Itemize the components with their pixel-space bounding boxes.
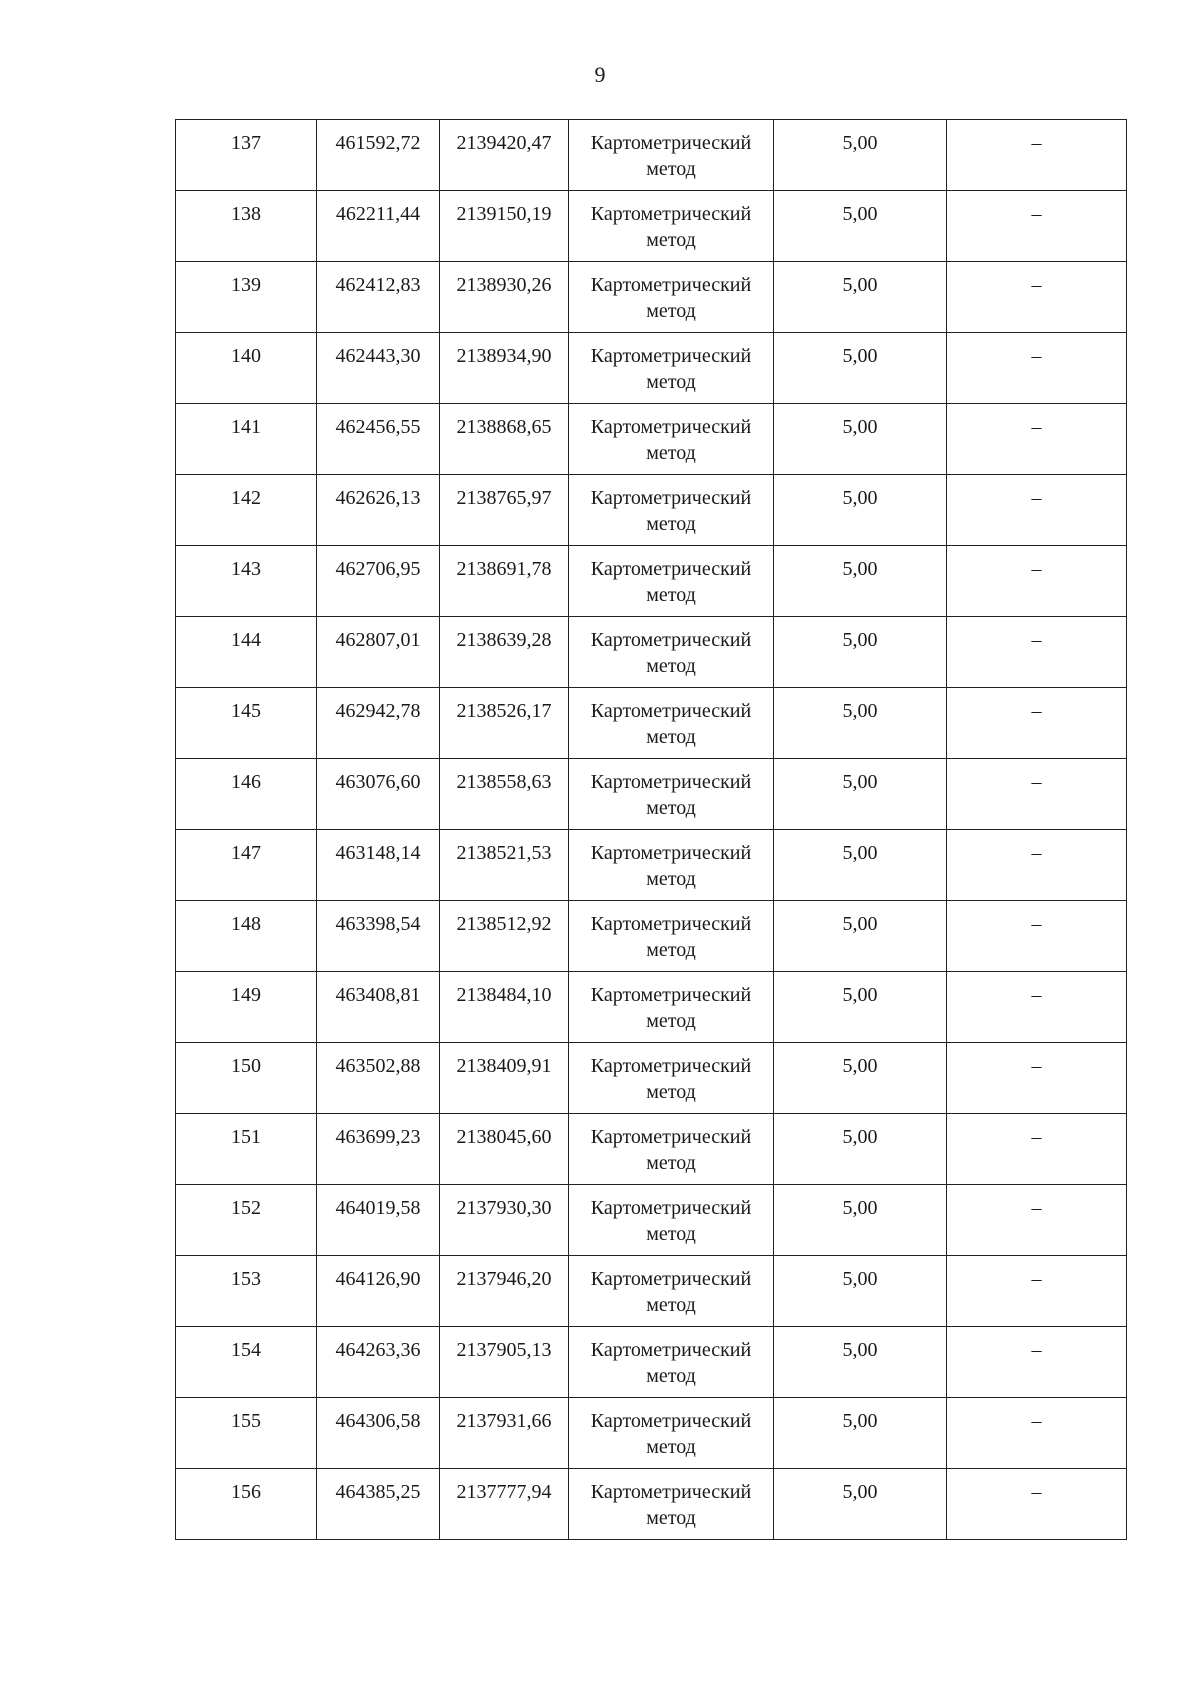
table-row xyxy=(176,333,1127,404)
note-cell: – xyxy=(947,1256,1127,1327)
method-cell: Картометрический метод xyxy=(569,901,774,972)
x-coordinate-cell: 462706,95 xyxy=(317,546,440,617)
coordinates-table-body xyxy=(176,120,1127,1540)
table-row xyxy=(176,1114,1127,1185)
y-coordinate-cell: 2139150,19 xyxy=(440,191,569,262)
point-number-cell: 142 xyxy=(176,475,317,546)
point-number-cell: 156 xyxy=(176,1469,317,1540)
method-cell: Картометрический метод xyxy=(569,1114,774,1185)
x-coordinate-cell: 463148,14 xyxy=(317,830,440,901)
table-row xyxy=(176,1327,1127,1398)
table-row xyxy=(176,1398,1127,1469)
point-number-cell: 153 xyxy=(176,1256,317,1327)
table-row xyxy=(176,1469,1127,1540)
y-coordinate-cell: 2138409,91 xyxy=(440,1043,569,1114)
x-coordinate-cell: 461592,72 xyxy=(317,120,440,191)
precision-cell: 5,00 xyxy=(774,262,947,333)
x-coordinate-cell: 462807,01 xyxy=(317,617,440,688)
precision-cell: 5,00 xyxy=(774,333,947,404)
note-cell: – xyxy=(947,972,1127,1043)
point-number-cell: 139 xyxy=(176,262,317,333)
precision-cell: 5,00 xyxy=(774,759,947,830)
note-cell: – xyxy=(947,1185,1127,1256)
x-coordinate-cell: 462443,30 xyxy=(317,333,440,404)
table-row xyxy=(176,688,1127,759)
x-coordinate-cell: 464263,36 xyxy=(317,1327,440,1398)
precision-cell: 5,00 xyxy=(774,1256,947,1327)
x-coordinate-cell: 462942,78 xyxy=(317,688,440,759)
precision-cell: 5,00 xyxy=(774,617,947,688)
x-coordinate-cell: 463502,88 xyxy=(317,1043,440,1114)
table-row xyxy=(176,404,1127,475)
y-coordinate-cell: 2138930,26 xyxy=(440,262,569,333)
table-row xyxy=(176,546,1127,617)
note-cell: – xyxy=(947,1043,1127,1114)
x-coordinate-cell: 462412,83 xyxy=(317,262,440,333)
precision-cell: 5,00 xyxy=(774,830,947,901)
point-number-cell: 141 xyxy=(176,404,317,475)
table-row xyxy=(176,1256,1127,1327)
point-number-cell: 140 xyxy=(176,333,317,404)
method-cell: Картометрический метод xyxy=(569,1398,774,1469)
y-coordinate-cell: 2138512,92 xyxy=(440,901,569,972)
x-coordinate-cell: 464306,58 xyxy=(317,1398,440,1469)
method-cell: Картометрический метод xyxy=(569,688,774,759)
precision-cell: 5,00 xyxy=(774,1185,947,1256)
point-number-cell: 154 xyxy=(176,1327,317,1398)
table-row xyxy=(176,475,1127,546)
note-cell: – xyxy=(947,1327,1127,1398)
table-row xyxy=(176,1185,1127,1256)
precision-cell: 5,00 xyxy=(774,1043,947,1114)
y-coordinate-cell: 2138558,63 xyxy=(440,759,569,830)
y-coordinate-cell: 2137905,13 xyxy=(440,1327,569,1398)
note-cell: – xyxy=(947,546,1127,617)
method-cell: Картометрический метод xyxy=(569,830,774,901)
precision-cell: 5,00 xyxy=(774,1398,947,1469)
y-coordinate-cell: 2137931,66 xyxy=(440,1398,569,1469)
x-coordinate-cell: 463699,23 xyxy=(317,1114,440,1185)
precision-cell: 5,00 xyxy=(774,475,947,546)
x-coordinate-cell: 463076,60 xyxy=(317,759,440,830)
y-coordinate-cell: 2138484,10 xyxy=(440,972,569,1043)
method-cell: Картометрический метод xyxy=(569,546,774,617)
point-number-cell: 151 xyxy=(176,1114,317,1185)
y-coordinate-cell: 2138526,17 xyxy=(440,688,569,759)
method-cell: Картометрический метод xyxy=(569,1256,774,1327)
note-cell: – xyxy=(947,120,1127,191)
note-cell: – xyxy=(947,191,1127,262)
y-coordinate-cell: 2138765,97 xyxy=(440,475,569,546)
method-cell: Картометрический метод xyxy=(569,759,774,830)
note-cell: – xyxy=(947,688,1127,759)
note-cell: – xyxy=(947,617,1127,688)
precision-cell: 5,00 xyxy=(774,404,947,475)
y-coordinate-cell: 2138691,78 xyxy=(440,546,569,617)
y-coordinate-cell: 2138521,53 xyxy=(440,830,569,901)
method-cell: Картометрический метод xyxy=(569,1327,774,1398)
point-number-cell: 137 xyxy=(176,120,317,191)
point-number-cell: 150 xyxy=(176,1043,317,1114)
y-coordinate-cell: 2137946,20 xyxy=(440,1256,569,1327)
point-number-cell: 145 xyxy=(176,688,317,759)
point-number-cell: 144 xyxy=(176,617,317,688)
table-row xyxy=(176,830,1127,901)
precision-cell: 5,00 xyxy=(774,688,947,759)
table-row xyxy=(176,1043,1127,1114)
x-coordinate-cell: 462211,44 xyxy=(317,191,440,262)
table-row xyxy=(176,262,1127,333)
note-cell: – xyxy=(947,1114,1127,1185)
x-coordinate-cell: 464019,58 xyxy=(317,1185,440,1256)
method-cell: Картометрический метод xyxy=(569,1469,774,1540)
note-cell: – xyxy=(947,262,1127,333)
method-cell: Картометрический метод xyxy=(569,617,774,688)
table-row xyxy=(176,191,1127,262)
x-coordinate-cell: 462456,55 xyxy=(317,404,440,475)
y-coordinate-cell: 2137930,30 xyxy=(440,1185,569,1256)
method-cell: Картометрический метод xyxy=(569,475,774,546)
note-cell: – xyxy=(947,830,1127,901)
precision-cell: 5,00 xyxy=(774,191,947,262)
point-number-cell: 155 xyxy=(176,1398,317,1469)
table-row xyxy=(176,617,1127,688)
x-coordinate-cell: 462626,13 xyxy=(317,475,440,546)
page-number: 9 xyxy=(594,62,606,87)
precision-cell: 5,00 xyxy=(774,901,947,972)
point-number-cell: 148 xyxy=(176,901,317,972)
note-cell: – xyxy=(947,901,1127,972)
method-cell: Картометрический метод xyxy=(569,120,774,191)
note-cell: – xyxy=(947,1469,1127,1540)
note-cell: – xyxy=(947,404,1127,475)
x-coordinate-cell: 463408,81 xyxy=(317,972,440,1043)
x-coordinate-cell: 464385,25 xyxy=(317,1469,440,1540)
table-row xyxy=(176,901,1127,972)
point-number-cell: 149 xyxy=(176,972,317,1043)
method-cell: Картометрический метод xyxy=(569,972,774,1043)
method-cell: Картометрический метод xyxy=(569,191,774,262)
table-row xyxy=(176,972,1127,1043)
y-coordinate-cell: 2138639,28 xyxy=(440,617,569,688)
point-number-cell: 152 xyxy=(176,1185,317,1256)
note-cell: – xyxy=(947,333,1127,404)
method-cell: Картометрический метод xyxy=(569,1043,774,1114)
point-number-cell: 143 xyxy=(176,546,317,617)
method-cell: Картометрический метод xyxy=(569,333,774,404)
note-cell: – xyxy=(947,475,1127,546)
y-coordinate-cell: 2137777,94 xyxy=(440,1469,569,1540)
y-coordinate-cell: 2138045,60 xyxy=(440,1114,569,1185)
y-coordinate-cell: 2138934,90 xyxy=(440,333,569,404)
precision-cell: 5,00 xyxy=(774,1114,947,1185)
precision-cell: 5,00 xyxy=(774,972,947,1043)
point-number-cell: 138 xyxy=(176,191,317,262)
point-number-cell: 146 xyxy=(176,759,317,830)
precision-cell: 5,00 xyxy=(774,1469,947,1540)
x-coordinate-cell: 464126,90 xyxy=(317,1256,440,1327)
method-cell: Картометрический метод xyxy=(569,262,774,333)
precision-cell: 5,00 xyxy=(774,1327,947,1398)
note-cell: – xyxy=(947,1398,1127,1469)
precision-cell: 5,00 xyxy=(774,546,947,617)
point-number-cell: 147 xyxy=(176,830,317,901)
method-cell: Картометрический метод xyxy=(569,1185,774,1256)
coordinates-table xyxy=(175,119,1127,1540)
note-cell: – xyxy=(947,759,1127,830)
table-row xyxy=(176,759,1127,830)
precision-cell: 5,00 xyxy=(774,120,947,191)
x-coordinate-cell: 463398,54 xyxy=(317,901,440,972)
y-coordinate-cell: 2139420,47 xyxy=(440,120,569,191)
table-row xyxy=(176,120,1127,191)
y-coordinate-cell: 2138868,65 xyxy=(440,404,569,475)
method-cell: Картометрический метод xyxy=(569,404,774,475)
